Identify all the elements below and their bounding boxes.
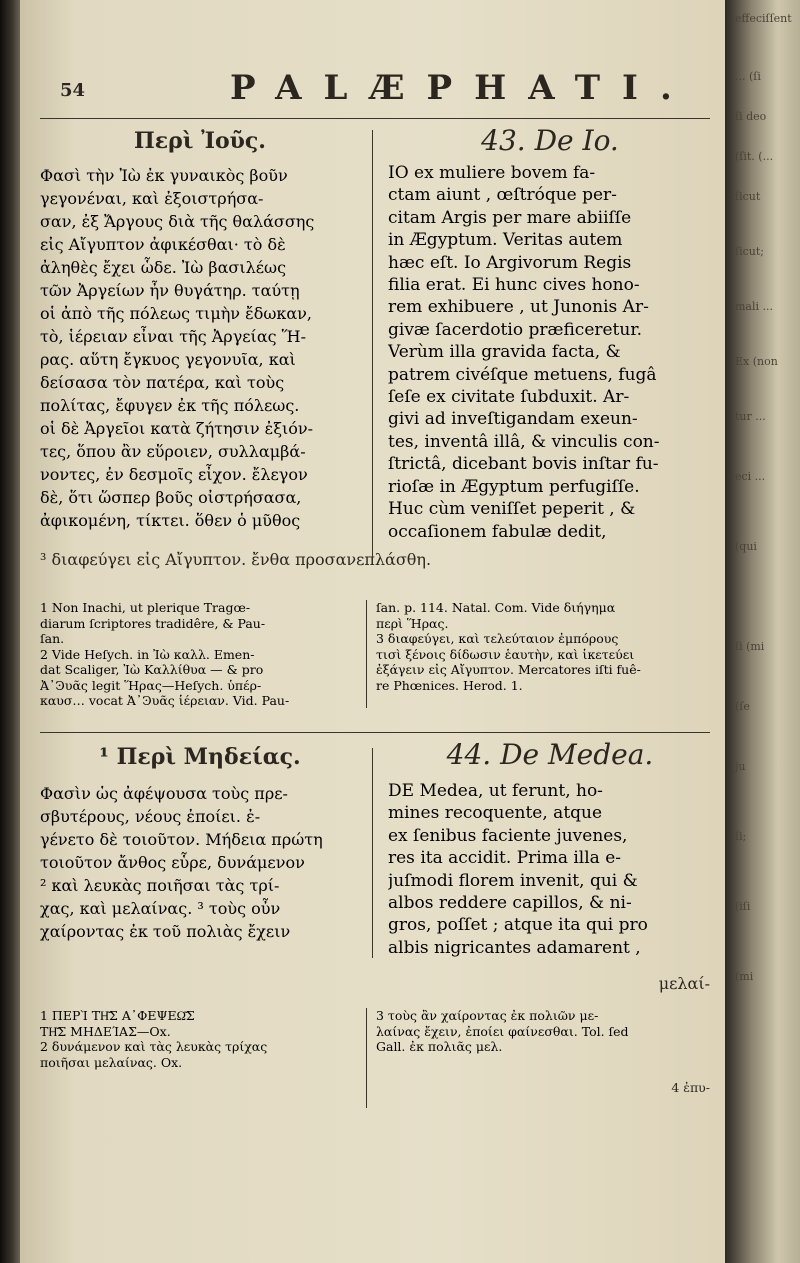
- footnote-line: 3 τοὺς ἂν χαίροντας ἐκ πολιῶν με-: [376, 1008, 599, 1023]
- adjacent-fragment: effeciſſent: [735, 12, 792, 25]
- notes-divider: [366, 600, 367, 708]
- footnote-line: 3 διαφεύγει, καὶ τελεύταιον ἐμπόρους: [376, 631, 619, 646]
- section44-notes-right: [376, 1008, 710, 1063]
- footnote-line: 2 δυνάμενον καὶ τὰς λευκὰς τρίχας: [40, 1039, 268, 1054]
- latin-line: hæc eſt. Io Argivorum Regis: [388, 252, 632, 273]
- greek-line: χαίροντας ἐκ τοῦ πολιὰς ἔχειν: [40, 922, 291, 941]
- section43-latin-title: 43. De Io.: [481, 124, 619, 157]
- greek-line: τὸ, ἱέρειαν εἶναι τῆς Ἀργείας Ἥ-: [40, 327, 307, 346]
- greek-line: ² καὶ λευκὰς ποιῆσαι τὰς τρί-: [40, 876, 280, 895]
- footnote-line: Ἀ᾿Ͽυᾶς legit Ἥρας—Heſych. ὑπέρ-: [40, 677, 262, 693]
- adjacent-fragment: (ſe: [735, 700, 750, 713]
- adjacent-fragment: tur ...: [735, 410, 766, 423]
- footnote-line: ἐξάγειν εἰς Αἴγυπτον. Mercatores iſti fuê-: [376, 662, 641, 677]
- footnote-line: ſan.: [40, 631, 65, 646]
- footnote-line: Gall. ἐκ πολιᾶς μελ.: [376, 1039, 503, 1054]
- greek-line: εἰς Αἴγυπτον ἀφικέσθαι· τὸ δὲ: [40, 235, 286, 254]
- footnote-line: ποιῆσαι μελαίνας. Ox.: [40, 1054, 183, 1070]
- footnote-line: 2 Vide Heſych. in Ἰὼ καλλ. Emen-: [40, 646, 255, 662]
- footnote-line: dat Scaliger, Ἰὼ Καλλίθυα — & pro: [40, 662, 264, 677]
- section43-greek-title: Περὶ Ἰοῦς.: [134, 128, 266, 154]
- greek-line: πολίτας, ἔφυγεν ἐκ τῆς πόλεως.: [40, 396, 300, 415]
- latin-line: in Ægyptum. Veritas autem: [388, 230, 623, 251]
- section43-latin-column: [388, 162, 710, 544]
- latin-line: juſmodi florem invenit, qui &: [388, 870, 638, 891]
- column-divider: [372, 748, 373, 958]
- footnote-line: ſan. p. 114. Natal. Com. Vide διήγημα: [376, 600, 616, 615]
- section44-greek-column: [40, 782, 360, 947]
- page-catchword: 4 ἐπυ-: [671, 1080, 710, 1095]
- section44-catchword: μελαί-: [658, 974, 710, 993]
- latin-line: occaſionem fabulæ dedit,: [388, 521, 607, 542]
- latin-line: ſeſe ex civitate ſubduxit. Ar-: [388, 387, 630, 408]
- greek-line: σβυτέρους, νέους ἐποίει. ἐ-: [40, 807, 261, 826]
- column-divider: [372, 130, 373, 560]
- running-head: [40, 70, 710, 110]
- latin-line: mines recoquente, atque: [388, 803, 603, 824]
- latin-line: gros, poſſet ; atque ita qui pro: [388, 915, 648, 936]
- section43-greek-ending: ³ διαφεύγει εἰς Αἴγυπτον. ἔνθα προσανεπλάσθη.: [40, 550, 432, 569]
- latin-line: Huc cùm veniſſet peperit , &: [388, 499, 636, 520]
- greek-line: ρας. αὕτη ἔγκυος γεγονυῖα, καὶ: [40, 350, 296, 369]
- adjacent-fragment: ſi (mi: [735, 640, 765, 653]
- greek-line: νοντες, ἐν δεσμοῖς εἶχον. ἔλεγον: [40, 465, 308, 484]
- greek-line: δὲ, ὅτι ὥσπερ βοῦς οἰστρήσασα,: [40, 488, 302, 507]
- book-page: [20, 0, 725, 1263]
- greek-line: οἱ δὲ Ἀργεῖοι κατὰ ζήτησιν ἐξιόν-: [40, 419, 314, 438]
- section43-notes-right: [376, 600, 710, 715]
- adjacent-fragment: ſicut: [735, 190, 761, 203]
- footnote-line: λαίνας ἔχειν, ἐποίει φαίνεσθαι. Tol. ſed: [376, 1023, 629, 1039]
- latin-line: albos reddere capillos, & ni-: [388, 893, 632, 914]
- adjacent-page-edge: [725, 0, 800, 1263]
- footnote-line: τισὶ ξένοις δίδωσιν ἑαυτὴν, καὶ ἱκετεύει: [376, 646, 635, 662]
- section43-greek-column: [40, 164, 360, 536]
- adjacent-fragment: ſi deo: [735, 110, 767, 123]
- greek-line: ἀφικομένη, τίκτει. ὅθεν ὁ μῦθος: [40, 511, 301, 530]
- adjacent-fragment: ſi;: [735, 830, 747, 843]
- section43-notes-left: [40, 600, 360, 715]
- latin-line: IO ex muliere bovem fa-: [388, 163, 596, 183]
- latin-line: givæ ſacerdotio præficeretur.: [388, 319, 643, 340]
- page-number: 54: [60, 80, 86, 101]
- adjacent-fragment: Ex (non: [735, 355, 778, 368]
- latin-line: tes, inventâ illâ, & vinculis con-: [388, 431, 660, 452]
- latin-line: albis nigricantes adamarent ,: [388, 937, 641, 958]
- adjacent-fragment: (iſi: [735, 900, 751, 913]
- section-rule: [40, 732, 710, 733]
- latin-line: givi ad inveſtigandam exeun-: [388, 409, 638, 430]
- greek-line: ἀληθὲς ἔχει ὧδε. Ἰὼ βασιλέως: [40, 258, 287, 277]
- footnote-line: re Phœnices. Herod. 1.: [376, 677, 523, 693]
- greek-line: τες, ὅπου ἂν εὕροιεν, συλλαμβά-: [40, 442, 306, 461]
- greek-line: σαν, ἐξ Ἄργους διὰ τῆς θαλάσσης: [40, 212, 315, 231]
- greek-line: χας, καὶ μελαίνας. ³ τοὺς οὖν: [40, 899, 281, 918]
- adjacent-fragment: (mi: [735, 970, 754, 983]
- section44-notes-left: [40, 1008, 360, 1078]
- section44-greek-title: ¹ Περὶ Μηδείας.: [99, 744, 301, 770]
- running-title: PALÆPHATI.: [230, 68, 694, 108]
- latin-line: patrem civéſque metuens, fugâ: [388, 364, 657, 385]
- header-rule: [40, 118, 710, 119]
- greek-line: γένετο δὲ τοιοῦτον. Μήδεια πρώτη: [40, 830, 323, 849]
- greek-line: Φασὶν ὡς ἀφέψουσα τοὺς πρε-: [40, 784, 288, 803]
- left-binding-shadow: [0, 0, 20, 1263]
- adjacent-fragment: mali ...: [735, 300, 774, 313]
- footnote-line: καυσ… vocat Ἀ᾿Ͽυᾶς ἱέρειαν. Vid. Pau-: [40, 693, 290, 708]
- greek-line: τῶν Ἀργείων ἦν θυγάτηρ. ταύτῃ: [40, 281, 300, 300]
- adjacent-fragment: ſicut;: [735, 245, 764, 258]
- latin-line: res ita accidit. Prima illa e-: [388, 848, 622, 869]
- adjacent-fragment: eci ...: [735, 470, 766, 483]
- notes-divider: [366, 1008, 367, 1108]
- greek-line: τοιοῦτον ἄνθος εὗρε, δυνάμενον: [40, 853, 305, 872]
- latin-line: ſtrictâ, dicebant bovis inſtar fu-: [388, 454, 659, 475]
- adjacent-fragment: ... (ſi: [735, 70, 761, 83]
- adjacent-fragment: (qui: [735, 540, 757, 553]
- footnote-line: περὶ Ἥρας.: [376, 615, 449, 631]
- latin-line: ex ſenibus faciente juvenes,: [388, 825, 628, 846]
- adjacent-fragment: ju: [735, 760, 746, 773]
- latin-line: rem exhibuere , ut Junonis Ar-: [388, 297, 649, 318]
- greek-line: δείσασα τὸν πατέρα, καὶ τοὺς: [40, 373, 285, 392]
- latin-line: ctam aiunt , œſtróque per-: [388, 185, 617, 206]
- latin-line: DE Medea, ut ferunt, ho-: [388, 781, 603, 801]
- section44-latin-column: [388, 780, 710, 965]
- greek-line: Φασὶ τὴν Ἰὼ ἐκ γυναικὸς βοῦν: [40, 166, 288, 185]
- latin-line: rioſæ in Ægyptum perfugiſſe.: [388, 476, 640, 497]
- footnote-line: diarum ſcriptores tradidêre, & Pau-: [40, 615, 266, 631]
- greek-line: γεγονέναι, καὶ ἐξοιστρήσα-: [40, 189, 264, 208]
- latin-line: filia erat. Ei hunc cives hono-: [388, 275, 640, 296]
- section44-latin-title: 44. De Medea.: [446, 738, 654, 771]
- footnote-line: ΤΗ͂Σ ΜΗΔΕΊΑΣ—Ox.: [40, 1023, 171, 1039]
- footnote-line: 1 ΠΕΡῚ ΤΗ͂Σ Α᾿ΦΕΨΕΩ͂Σ: [40, 1008, 195, 1023]
- latin-line: citam Argis per mare abiiſſe: [388, 207, 632, 228]
- greek-line: οἱ ἀπὸ τῆς πόλεως τιμὴν ἔδωκαν,: [40, 304, 312, 323]
- footnote-line: 1 Non Inachi, ut plerique Tragœ-: [40, 600, 251, 615]
- adjacent-fragment: (ſit. (...: [735, 150, 774, 163]
- latin-line: Verùm illa gravida facta, &: [388, 342, 621, 363]
